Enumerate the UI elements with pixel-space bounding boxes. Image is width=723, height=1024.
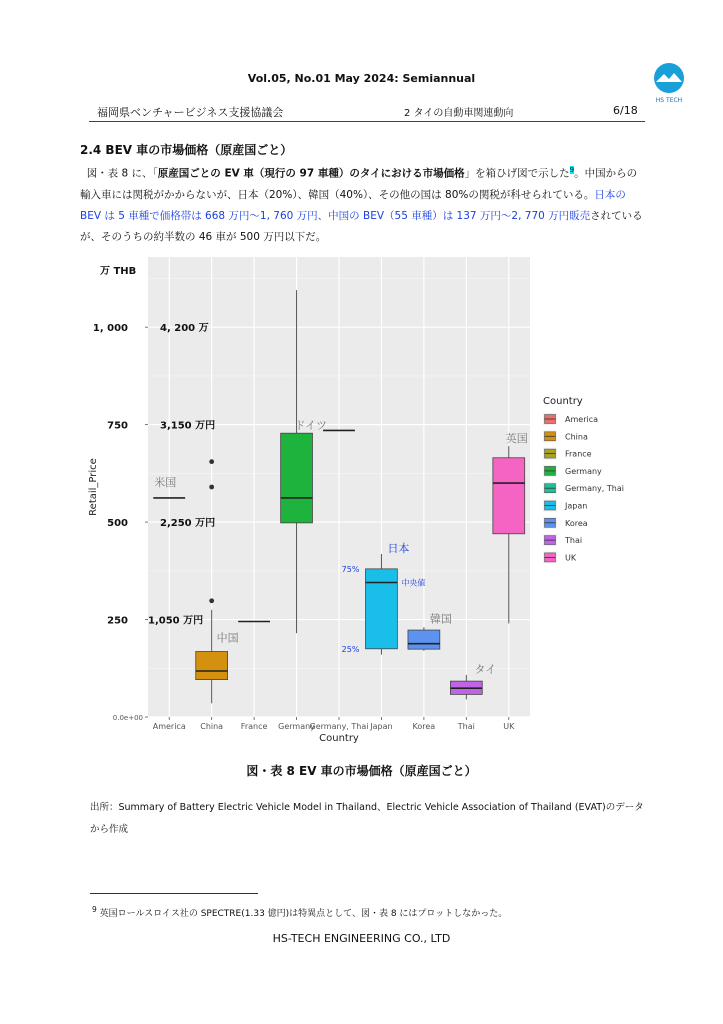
y-value-yen: 3,150 万円 (160, 420, 216, 432)
section-title: 2.4 BEV 車の市場価格（原産国ごと） (80, 143, 293, 157)
para-text: されているが、そのうちの約半数の 46 車が 500 万円以下だ。 (80, 209, 643, 243)
legend-label: America (565, 415, 598, 424)
x-tick-label: Thai (457, 722, 475, 731)
box-japan (366, 569, 398, 649)
x-tick-label: Germany, Thai (309, 722, 369, 731)
footnote-ref[interactable]: 9 (569, 166, 575, 174)
annotation-germany: ドイツ (294, 419, 328, 433)
hs-tech-logo (652, 62, 686, 106)
outlier-point (209, 485, 214, 490)
x-tick-label: UK (503, 722, 515, 731)
footnote-mark: 9 (92, 905, 97, 914)
legend-label: Thai (565, 536, 583, 546)
outlier-point (209, 459, 214, 464)
y-value-thb: 1, 000 (92, 323, 128, 335)
footnote-divider (90, 893, 258, 894)
para-emphasis: 原産国ごとの EV 車（現行の 97 車種）のタイにおける市場価格 (157, 167, 465, 180)
y-value-thb: 750 (107, 420, 128, 432)
x-tick-label: France (240, 722, 268, 731)
y-value-thb: 250 (107, 615, 128, 627)
annotation-thai: タイ (474, 662, 497, 676)
figure-caption: 図・表 8 EV 車の市場価格（原産国ごと） (246, 764, 477, 778)
annotation-uk: 英国 (505, 432, 528, 446)
box-uk (493, 458, 525, 534)
boxplot-chart (80, 252, 680, 752)
outlier-point (209, 598, 214, 603)
legend-title: Country (543, 396, 583, 407)
box-china (196, 652, 228, 680)
y-value-yen: 1,050 万円 (148, 615, 204, 627)
source-note: 出所：Summary of Battery Electric Vehicle Model in Thailand、Electric Vehicle Association of Thailand (EVAT)のデータから作成 (90, 802, 644, 835)
organization-name: 福岡県ベンチャービジネス支援協議会 (97, 106, 284, 119)
annotation-japan: 日本 (387, 542, 410, 556)
y-axis-title: Retail_Price (88, 458, 99, 516)
legend-label: Germany, Thai (565, 484, 624, 494)
footer-company: HS-TECH ENGINEERING CO., LTD (272, 932, 451, 945)
annotation-median: 中央値 (401, 578, 426, 588)
y-tick-label: 0.0e+00 (112, 714, 143, 722)
annotation-q1: 25% (341, 644, 360, 654)
body-paragraph (80, 160, 646, 248)
para-highlight-blue: 日本の BEV は 5 車種で価格帯は 668 万円～1, 760 万円、中国の BEV（55 車種）は 137 万円～2, 770 万円販売 (80, 188, 626, 222)
y-value-yen: 2,250 万円 (160, 518, 216, 530)
y-value-thb: 500 (107, 518, 128, 530)
y-value-yen: 4, 200 万 (160, 323, 209, 335)
para-text: 」を箱ひげ図で示した (464, 167, 570, 180)
para-text: 図・表 8 に、「 (86, 167, 158, 180)
legend-label: Korea (565, 518, 588, 528)
footnote (92, 905, 507, 919)
legend-label: Japan (565, 501, 588, 511)
x-tick-label: Germany (278, 722, 315, 731)
annotation-korea: 韓国 (429, 612, 452, 626)
x-tick-label: Korea (412, 722, 436, 731)
box-korea (408, 630, 440, 649)
footnote-text: 英国ロールスロイス社の SPECTRE(1.33 億円)は特異点として、図・表 8 にはプロットしなかった。 (96, 909, 508, 919)
page-number: 6/18 (613, 104, 638, 117)
annotation-america: 米国 (154, 475, 177, 489)
legend-label: China (565, 432, 588, 442)
unit-label: 万 THB (100, 266, 137, 277)
x-tick-label: Japan (370, 722, 393, 731)
logo-text: HS TECH (655, 97, 683, 104)
journal-volume: Vol.05, No.01 May 2024: Semiannual (247, 72, 476, 85)
para-text: 。中国からの輸入車には関税がかからないが、日本（20%）、韓国（40%）、その他の国は 80%の関税が科せられている。 (80, 167, 638, 201)
legend-label: France (565, 449, 592, 459)
header-divider (89, 121, 645, 122)
box-germany (281, 433, 313, 523)
annotation-china: 中国 (216, 631, 239, 645)
chapter-title: 2 タイの自動車関連動向 (404, 108, 514, 119)
annotation-q3: 75% (341, 564, 360, 574)
x-axis-title: Country (319, 733, 359, 744)
legend-label: Germany (565, 466, 602, 476)
x-tick-label: China (200, 722, 224, 731)
x-tick-label: America (152, 722, 186, 731)
legend-label: UK (565, 553, 577, 563)
